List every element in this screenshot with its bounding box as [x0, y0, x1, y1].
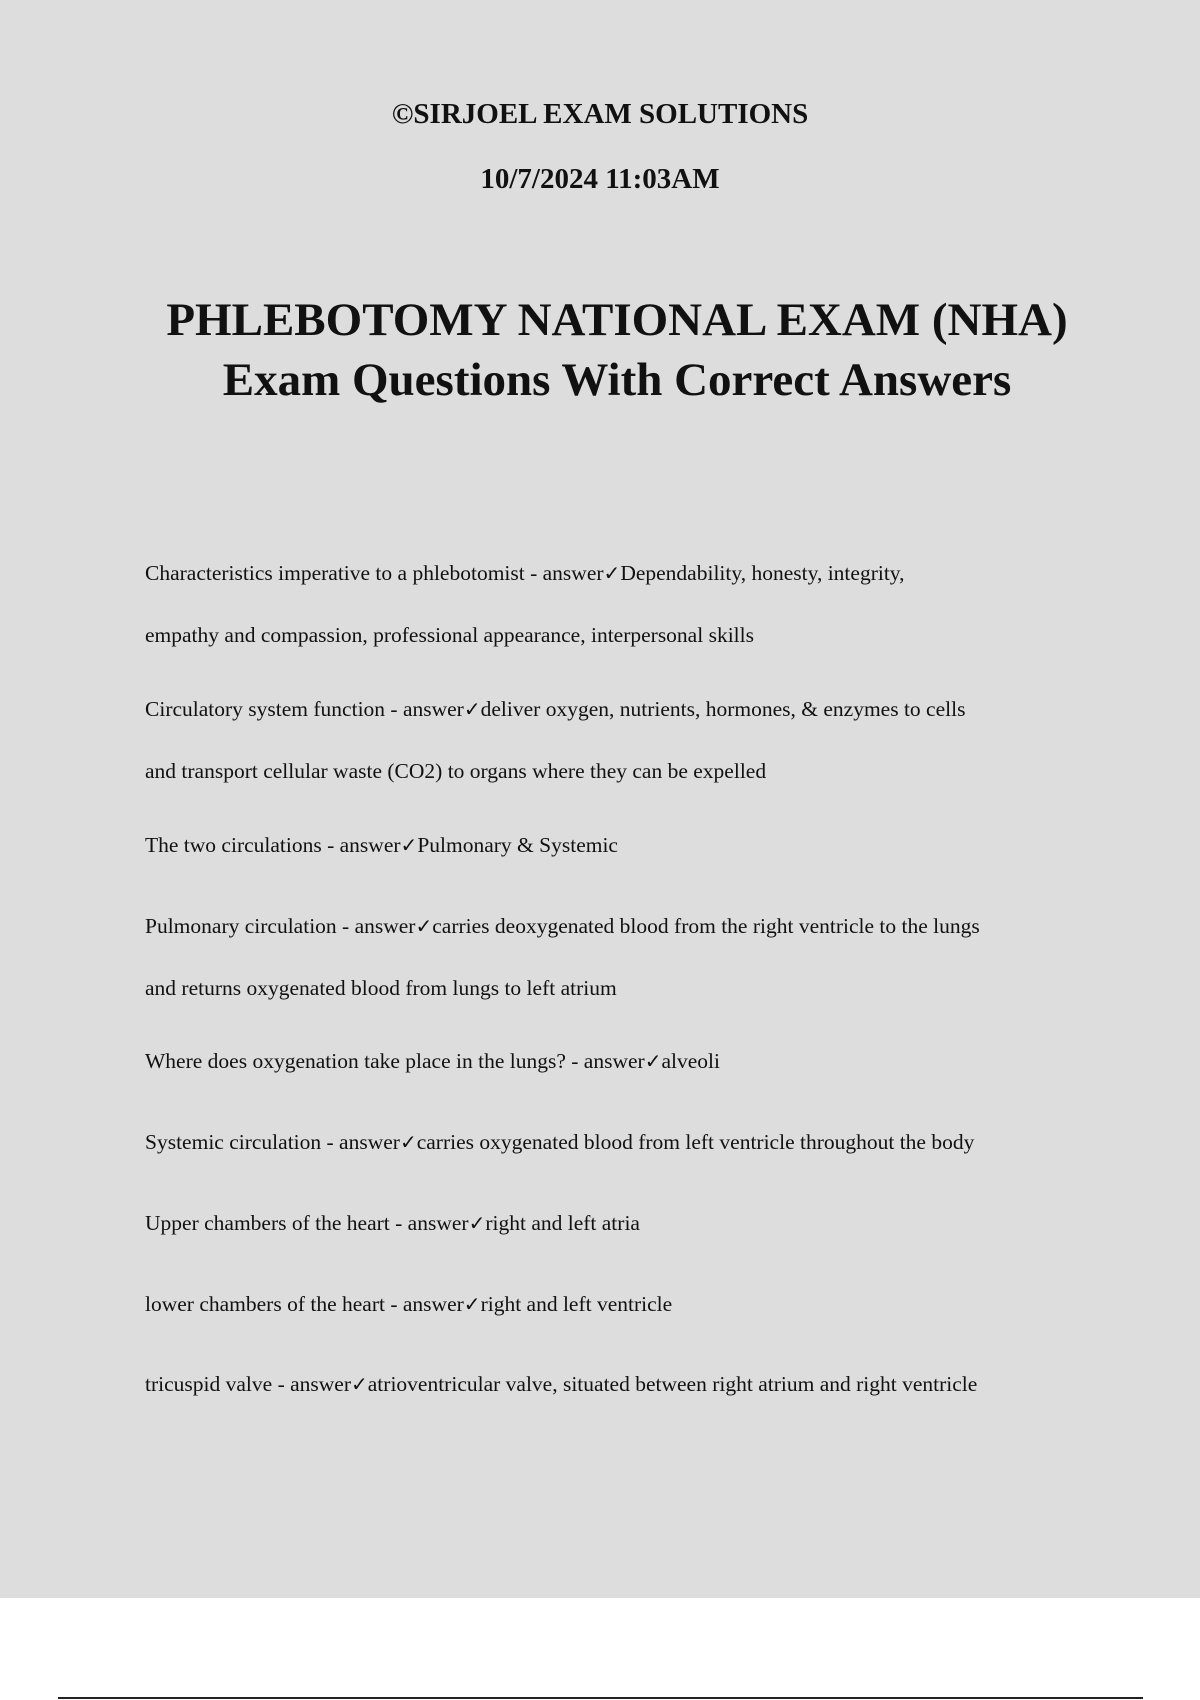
answer-text: right and left ventricle: [480, 1292, 673, 1316]
title-line-1: PHLEBOTOMY NATIONAL EXAM (NHA): [166, 294, 1068, 346]
check-icon: ✓: [400, 833, 418, 857]
answer-marker: - answer: [524, 561, 604, 585]
answer-text: carries oxygenated blood from left ventricle throughout the body: [416, 1130, 975, 1154]
check-icon: ✓: [351, 1372, 368, 1396]
answer-marker: - answer: [384, 1292, 464, 1316]
qa-line: [145, 1192, 1105, 1254]
answer-marker: - answer: [272, 1372, 351, 1396]
timestamp-header: 10/7/2024 11:03AM: [480, 163, 720, 195]
question-text: Systemic circulation: [145, 1130, 322, 1154]
question-text: Where does oxygenation take place in the lungs?: [145, 1049, 566, 1073]
qa-item: [145, 814, 1105, 876]
footer-divider: [58, 1697, 1143, 1699]
qa-line: [145, 895, 1105, 957]
check-icon: ✓: [399, 1130, 417, 1154]
question-text: lower chambers of the heart: [145, 1292, 385, 1316]
answer-text: deliver oxygen, nutrients, hormones, & enzymes to cells: [480, 697, 966, 721]
question-text: Characteristics imperative to a phlebotomist: [145, 561, 525, 585]
qa-item: [145, 678, 1105, 802]
qa-line: [145, 1111, 1105, 1173]
qa-item: [145, 1192, 1105, 1254]
qa-line: [145, 1353, 1105, 1415]
check-icon: ✓: [463, 697, 481, 721]
check-icon: ✓: [468, 1211, 486, 1235]
answer-marker: - answer: [385, 697, 464, 721]
check-icon: ✓: [603, 561, 621, 585]
check-icon: ✓: [415, 914, 433, 938]
qa-line: [145, 1030, 1105, 1092]
answer-text: right and left atria: [485, 1211, 640, 1235]
answer-marker: - answer: [336, 914, 416, 938]
qa-line: [145, 678, 1105, 740]
answer-continuation: and transport cellular waste (CO2) to organs where they can be expelled: [145, 759, 767, 783]
question-text: Upper chambers of the heart: [145, 1211, 390, 1235]
answer-text: alveoli: [661, 1049, 720, 1073]
question-text: Circulatory system function: [145, 697, 386, 721]
answer-continuation: empathy and compassion, professional appearance, interpersonal skills: [145, 623, 754, 647]
qa-item: [145, 542, 1105, 666]
qa-item: [145, 1111, 1105, 1173]
question-text: The two circulations: [145, 833, 322, 857]
qa-line: [145, 1273, 1105, 1335]
question-text: Pulmonary circulation: [145, 914, 337, 938]
answer-marker: - answer: [321, 833, 401, 857]
answer-text: Dependability, honesty, integrity,: [620, 561, 905, 585]
question-text: tricuspid valve: [145, 1372, 273, 1396]
answer-marker: - answer: [389, 1211, 469, 1235]
answer-marker: - answer: [321, 1130, 400, 1154]
document-title: [0, 290, 1200, 410]
qa-item: [145, 1353, 1105, 1415]
answer-text: atrioventricular valve, situated between right atrium and right ventricle: [367, 1372, 978, 1396]
answer-text: Pulmonary & Systemic: [417, 833, 618, 857]
answer-marker: - answer: [565, 1049, 645, 1073]
answer-text: carries deoxygenated blood from the right ventricle to the lungs: [432, 914, 980, 938]
qa-item: [145, 895, 1105, 1019]
qa-line: [145, 542, 1105, 604]
brand-header: ©SIRJOEL EXAM SOLUTIONS: [391, 98, 809, 130]
answer-continuation: and returns oxygenated blood from lungs to left atrium: [145, 976, 617, 1000]
qa-line: [145, 814, 1105, 876]
qa-item: [145, 1273, 1105, 1335]
qa-item: [145, 1030, 1105, 1092]
check-icon: ✓: [644, 1049, 662, 1073]
check-icon: ✓: [463, 1292, 481, 1316]
title-line-2: Exam Questions With Correct Answers: [222, 354, 1012, 406]
